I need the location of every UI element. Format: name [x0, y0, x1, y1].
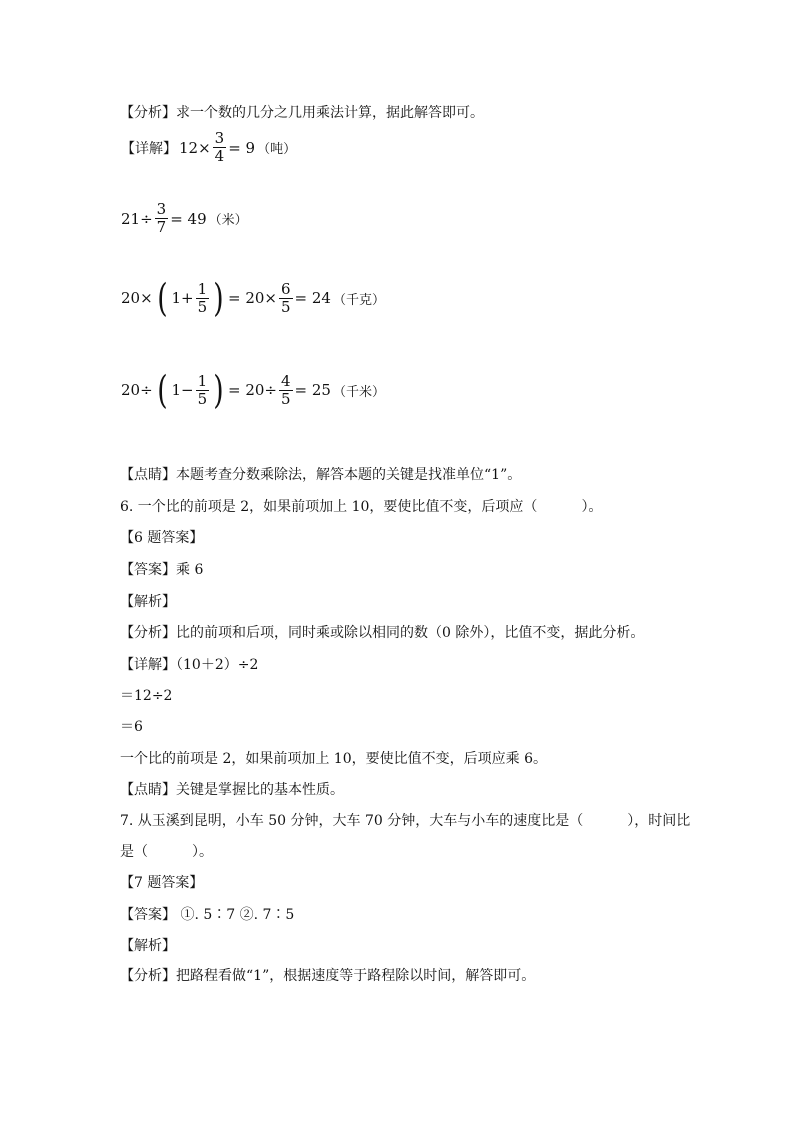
- question-7-mid: ），时间比: [627, 813, 691, 829]
- denominator: 5: [280, 297, 291, 316]
- numerator: 1: [197, 279, 208, 298]
- analysis-6: 【分析】比的前项和后项，同时乘或除以相同的数（0 除外），比值不变，据此分析。: [120, 625, 645, 641]
- answer-6: 【答案】乘 6: [120, 562, 204, 578]
- equation-1: [120, 130, 297, 165]
- key-point: 【点睛】本题考查分数乘除法，解答本题的关键是找准单位“1”。: [120, 467, 522, 483]
- unit: （米）: [208, 213, 248, 228]
- analysis-7: 【分析】把路程看做“1”，根据速度等于路程除以时间，解答即可。: [120, 968, 536, 984]
- step-6-2: ＝6: [120, 719, 143, 735]
- question-6-end: ）。: [581, 499, 603, 515]
- fraction: [213, 130, 227, 165]
- numerator: 3: [214, 129, 225, 147]
- equation-4: [120, 368, 386, 412]
- unit: （千米）: [332, 384, 385, 400]
- fraction: [196, 281, 210, 316]
- unit: （千克）: [332, 292, 385, 308]
- question-7-end: ）。: [192, 844, 213, 860]
- left-paren: (: [156, 368, 168, 412]
- eq3-lhs: 20×: [121, 289, 153, 307]
- jiexi-6: 【解析】: [120, 594, 176, 610]
- detail-6: 【详解】（10＋2）÷2: [120, 657, 259, 673]
- denominator: 5: [280, 389, 291, 408]
- detail-label: 【详解】: [121, 140, 177, 157]
- question-6: [120, 498, 602, 516]
- question-7-cont: [120, 843, 213, 861]
- eq1-lhs: 12×: [179, 138, 211, 157]
- question-7-text2: 是（: [120, 844, 148, 860]
- eq4-lhs: 20÷: [121, 381, 153, 399]
- eq1-result: = 9: [228, 138, 256, 157]
- numerator: 1: [197, 371, 208, 390]
- answer-header-7: 【7 题答案】: [120, 875, 204, 891]
- fraction: [279, 281, 293, 316]
- numerator: 4: [280, 371, 291, 390]
- step-6-1: ＝12÷2: [120, 688, 173, 704]
- eq3-inner: 1+: [171, 289, 194, 307]
- question-7: [120, 812, 690, 830]
- conclusion-6: 一个比的前项是 2，如果前项加上 10，要使比值不变，后项应乘 6。: [120, 751, 547, 767]
- answer-7: 【答案】 ①. 5∶7 ②. 7∶5: [120, 907, 295, 923]
- right-paren: ): [213, 368, 224, 412]
- denominator: 5: [197, 297, 208, 316]
- right-paren: ): [213, 276, 224, 320]
- eq3-result: = 24: [294, 289, 331, 307]
- denominator: 5: [197, 389, 208, 408]
- eq2-result: = 49: [170, 209, 207, 228]
- fraction: [155, 201, 169, 236]
- fraction: [279, 373, 293, 408]
- numerator: 6: [280, 279, 291, 298]
- equation-2: [120, 201, 249, 236]
- denominator: 7: [156, 218, 167, 236]
- eq4-result: = 25: [294, 381, 331, 399]
- eq3-mid: = 20×: [227, 289, 277, 307]
- jiexi-7: 【解析】: [120, 938, 176, 954]
- fraction: [196, 373, 210, 408]
- key-point-6: 【点睛】关键是掌握比的基本性质。: [120, 782, 344, 798]
- answer-header-6: 【6 题答案】: [120, 530, 204, 546]
- equation-3: [120, 276, 386, 320]
- left-paren: (: [156, 276, 168, 320]
- numerator: 3: [156, 200, 167, 218]
- eq4-mid: = 20÷: [227, 381, 277, 399]
- eq4-inner: 1−: [171, 381, 194, 399]
- question-7-text: 7. 从玉溪到昆明，小车 50 分钟，大车 70 分钟，大车与小车的速度比是（: [120, 813, 584, 829]
- question-6-text: 6. 一个比的前项是 2，如果前项加上 10，要使比值不变，后项应（: [120, 499, 538, 515]
- eq2-lhs: 21÷: [121, 209, 153, 228]
- unit: （吨）: [257, 142, 297, 157]
- denominator: 4: [214, 147, 225, 165]
- analysis-line: 【分析】求一个数的几分之几用乘法计算，据此解答即可。: [120, 105, 484, 121]
